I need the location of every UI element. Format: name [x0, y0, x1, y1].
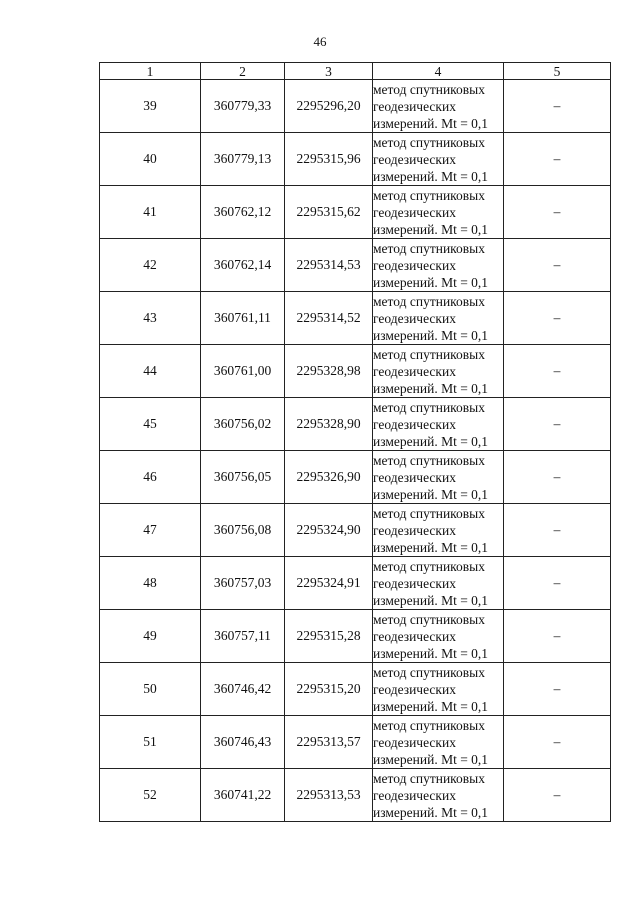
method-line: измерений. Mt = 0,1	[373, 592, 489, 608]
point-number: 51	[100, 716, 201, 769]
table-row	[100, 769, 611, 822]
measurement-method	[373, 292, 504, 345]
coordinate-x: 360761,00	[201, 345, 285, 398]
note-cell: –	[504, 663, 611, 716]
table-row	[100, 663, 611, 716]
method-line: метод спутниковых	[373, 558, 485, 574]
point-number: 40	[100, 133, 201, 186]
note-cell: –	[504, 345, 611, 398]
note-cell: –	[504, 557, 611, 610]
note-cell: –	[504, 610, 611, 663]
point-number: 42	[100, 239, 201, 292]
method-line: геодезических	[373, 734, 456, 750]
point-number: 46	[100, 451, 201, 504]
note-cell: –	[504, 292, 611, 345]
note-cell: –	[504, 716, 611, 769]
method-line: измерений. Mt = 0,1	[373, 168, 489, 184]
method-line: измерений. Mt = 0,1	[373, 327, 489, 343]
method-line: измерений. Mt = 0,1	[373, 115, 489, 131]
method-line: метод спутниковых	[373, 611, 485, 627]
method-line: измерений. Mt = 0,1	[373, 751, 489, 767]
point-number: 49	[100, 610, 201, 663]
measurement-method	[373, 345, 504, 398]
method-line: метод спутниковых	[373, 452, 485, 468]
coordinate-y: 2295315,20	[285, 663, 373, 716]
table-row	[100, 80, 611, 133]
coordinate-x: 360756,08	[201, 504, 285, 557]
note-cell: –	[504, 769, 611, 822]
coordinate-y: 2295328,90	[285, 398, 373, 451]
method-line: измерений. Mt = 0,1	[373, 698, 489, 714]
coordinate-y: 2295296,20	[285, 80, 373, 133]
method-line: метод спутниковых	[373, 240, 485, 256]
method-line: метод спутниковых	[373, 81, 485, 97]
coordinate-x: 360741,22	[201, 769, 285, 822]
method-line: измерений. Mt = 0,1	[373, 433, 489, 449]
point-number: 45	[100, 398, 201, 451]
method-line: измерений. Mt = 0,1	[373, 274, 489, 290]
coordinate-y: 2295314,52	[285, 292, 373, 345]
column-header-2: 2	[201, 63, 285, 80]
point-number: 50	[100, 663, 201, 716]
method-line: метод спутниковых	[373, 187, 485, 203]
coordinate-x: 360757,11	[201, 610, 285, 663]
measurement-method	[373, 239, 504, 292]
coordinate-y: 2295324,91	[285, 557, 373, 610]
note-cell: –	[504, 186, 611, 239]
point-number: 48	[100, 557, 201, 610]
measurement-method	[373, 133, 504, 186]
column-header-5: 5	[504, 63, 611, 80]
method-line: геодезических	[373, 257, 456, 273]
method-line: измерений. Mt = 0,1	[373, 221, 489, 237]
table-row	[100, 610, 611, 663]
point-number: 41	[100, 186, 201, 239]
coordinate-x: 360762,14	[201, 239, 285, 292]
method-line: геодезических	[373, 363, 456, 379]
note-cell: –	[504, 504, 611, 557]
method-line: геодезических	[373, 469, 456, 485]
coordinate-y: 2295315,62	[285, 186, 373, 239]
method-line: метод спутниковых	[373, 505, 485, 521]
measurement-method	[373, 186, 504, 239]
measurement-method	[373, 398, 504, 451]
method-line: измерений. Mt = 0,1	[373, 539, 489, 555]
table-row	[100, 557, 611, 610]
table-row	[100, 504, 611, 557]
measurement-method	[373, 663, 504, 716]
method-line: геодезических	[373, 151, 456, 167]
method-line: метод спутниковых	[373, 664, 485, 680]
coordinate-x: 360757,03	[201, 557, 285, 610]
method-line: геодезических	[373, 787, 456, 803]
method-line: метод спутниковых	[373, 399, 485, 415]
method-line: метод спутниковых	[373, 134, 485, 150]
point-number: 44	[100, 345, 201, 398]
table-body	[100, 80, 611, 822]
coordinate-y: 2295326,90	[285, 451, 373, 504]
measurement-method	[373, 80, 504, 133]
coordinate-x: 360761,11	[201, 292, 285, 345]
method-line: измерений. Mt = 0,1	[373, 645, 489, 661]
table-row	[100, 239, 611, 292]
method-line: измерений. Mt = 0,1	[373, 380, 489, 396]
table-row	[100, 398, 611, 451]
coordinate-x: 360779,13	[201, 133, 285, 186]
column-header-4: 4	[373, 63, 504, 80]
measurement-method	[373, 451, 504, 504]
method-line: геодезических	[373, 681, 456, 697]
table-row	[100, 345, 611, 398]
page-number: 46	[313, 34, 327, 49]
method-line: метод спутниковых	[373, 717, 485, 733]
coordinate-y: 2295315,96	[285, 133, 373, 186]
table-row	[100, 716, 611, 769]
measurement-method	[373, 716, 504, 769]
coordinate-y: 2295313,53	[285, 769, 373, 822]
coordinate-y: 2295328,98	[285, 345, 373, 398]
coordinates-table	[99, 62, 611, 822]
point-number: 43	[100, 292, 201, 345]
point-number: 39	[100, 80, 201, 133]
method-line: геодезических	[373, 416, 456, 432]
method-line: геодезических	[373, 310, 456, 326]
point-number: 52	[100, 769, 201, 822]
coordinate-x: 360762,12	[201, 186, 285, 239]
method-line: измерений. Mt = 0,1	[373, 804, 489, 820]
coordinate-y: 2295315,28	[285, 610, 373, 663]
note-cell: –	[504, 133, 611, 186]
method-line: геодезических	[373, 522, 456, 538]
method-line: метод спутниковых	[373, 293, 485, 309]
method-line: геодезических	[373, 575, 456, 591]
coordinate-x: 360779,33	[201, 80, 285, 133]
table-header-row	[100, 63, 611, 80]
table-row	[100, 133, 611, 186]
note-cell: –	[504, 239, 611, 292]
column-header-1: 1	[100, 63, 201, 80]
measurement-method	[373, 769, 504, 822]
coordinate-y: 2295313,57	[285, 716, 373, 769]
measurement-method	[373, 504, 504, 557]
coordinate-x: 360756,02	[201, 398, 285, 451]
note-cell: –	[504, 80, 611, 133]
method-line: метод спутниковых	[373, 346, 485, 362]
table-row	[100, 186, 611, 239]
method-line: геодезических	[373, 204, 456, 220]
table-row	[100, 292, 611, 345]
note-cell: –	[504, 451, 611, 504]
method-line: метод спутниковых	[373, 770, 485, 786]
measurement-method	[373, 610, 504, 663]
coordinate-x: 360746,42	[201, 663, 285, 716]
note-cell: –	[504, 398, 611, 451]
method-line: геодезических	[373, 98, 456, 114]
table-row	[100, 451, 611, 504]
coordinate-x: 360756,05	[201, 451, 285, 504]
coordinate-y: 2295324,90	[285, 504, 373, 557]
column-header-3: 3	[285, 63, 373, 80]
coordinate-y: 2295314,53	[285, 239, 373, 292]
method-line: измерений. Mt = 0,1	[373, 486, 489, 502]
coordinate-x: 360746,43	[201, 716, 285, 769]
method-line: геодезических	[373, 628, 456, 644]
measurement-method	[373, 557, 504, 610]
point-number: 47	[100, 504, 201, 557]
